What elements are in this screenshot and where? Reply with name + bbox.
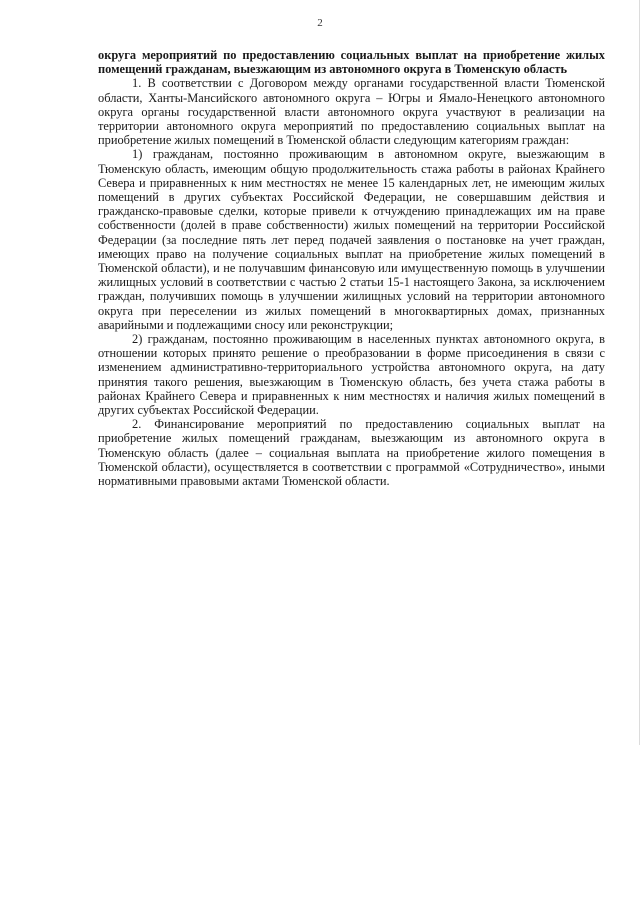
paragraph-1-item-1: 1) гражданам, постоянно проживающим в автономном округе, выезжающим в Тюменскую область, имеющим общую продолжительность стажа работы в районах Крайнего Севера и приравненных к ним местностях не менее 15 календарных лет, не имеющим жилых помещений в других субъектах Российской Федерации, не совершавшим действия и гражданско-правовые сделки, которые привели к отчуждению принадлежащих им на праве собственности (долей в праве собственности) жилых помещений на территории Российской Федерации (за последние пять лет перед подачей заявления о постановке на учет граждан, имеющих право на получение социальных выплат на приобретение жилых помещений в Тюменской области), и не получавшим финансовую или имущественную помощь в улучшении жилищных условий в соответствии с частью 2 статьи 15-1 настоящего Закона, за исключением граждан, получивших помощь в улучшении жилищных условий на территории автономного округа при переселении из жилых помещений в многоквартирных домах, признанных аварийными и подлежащими сносу или реконструкции;: [98, 147, 605, 332]
paragraph-2: 2. Финансирование мероприятий по предоставлению социальных выплат на приобретение жилых помещений гражданам, выезжающим из автономного округа в Тюменскую область (далее – социальная выплата на приобретение жилого помещения в Тюменской области), осуществляется в соответствии с программой «Сотрудничество», иными нормативными правовыми актами Тюменской области.: [98, 417, 605, 489]
document-body: [98, 48, 605, 488]
page-number: 2: [317, 17, 323, 29]
paragraph-1: 1. В соответствии с Договором между органами государственной власти Тюменской области, Ханты-Мансийского автономного округа – Югры и Ямало-Ненецкого автономного округа органы государственной власти автономного округа участвуют в реализации на территории автономного округа мероприятий по предоставлению социальных выплат на приобретение жилых помещений в Тюменской области следующим категориям граждан:: [98, 76, 605, 148]
paragraph-1-item-2: 2) гражданам, постоянно проживающим в населенных пунктах автономного округа, в отношении которых принято решение о преобразовании в форме присоединения в связи с изменением административно-территориального устройства автономного округа, на дату принятия такого решения, выезжающим в Тюменскую область, без учета стажа работы в районах Крайнего Севера и приравненных к ним местностях и наличия жилых помещений в других субъектах Российской Федерации.: [98, 332, 605, 418]
section-heading: округа мероприятий по предоставлению социальных выплат на приобретение жилых помещений гражданам, выезжающим из автономного округа в Тюменскую область: [98, 48, 605, 77]
